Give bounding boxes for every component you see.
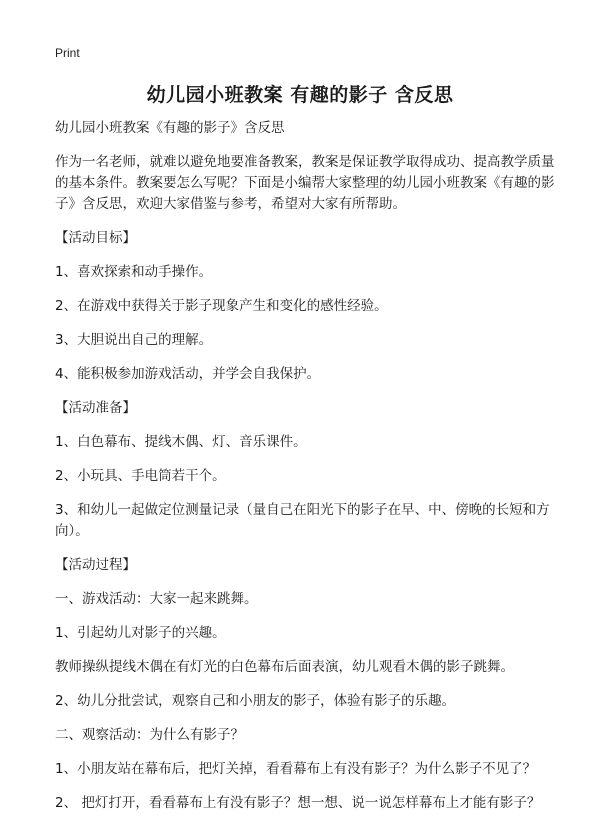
- process-paragraph: 教师操纵提线木偶在有灯光的白色幕布后面表演，幼儿观看木偶的影子跳舞。: [55, 659, 514, 675]
- process-item: 1、引起幼儿对影子的兴趣。: [55, 625, 226, 641]
- intro-paragraph: 作为一名老师，就难以避免地要准备教案，教案是保证教学取得成功、提高教学质量的基本条件。教案要怎么写呢？下面是小编帮大家整理的幼儿园小班教案《有趣的影子》含反思，欢迎大家借鉴与参考，希望对大家有所帮助。: [55, 154, 555, 212]
- section-heading-preparation: 【活动准备】: [55, 400, 136, 416]
- preparation-item: 2、小玩具、手电筒若干个。: [55, 468, 226, 484]
- process-item: 1、小朋友站在幕布后，把灯关掉，看看幕布上有没有影子？为什么影子不见了？: [55, 761, 537, 777]
- process-step-heading: 二、观察活动：为什么有影子？: [55, 727, 244, 743]
- article-body: [55, 118, 555, 827]
- process-item: 2、幼儿分批尝试，观察自己和小朋友的影子，体验有影子的乐趣。: [55, 693, 456, 709]
- subtitle-paragraph: 幼儿园小班教案《有趣的影子》含反思: [55, 120, 285, 136]
- section-heading-goals: 【活动目标】: [55, 230, 136, 246]
- print-link[interactable]: Print: [55, 46, 80, 60]
- goal-item: 4、能积极参加游戏活动，并学会自我保护。: [55, 366, 321, 382]
- preparation-item: 3、和幼儿一起做定位测量记录（量自己在阳光下的影子在早、中、傍晚的长短和方向）。: [55, 502, 550, 539]
- process-step-heading: 一、游戏活动：大家一起来跳舞。: [55, 591, 258, 607]
- goal-item: 2、在游戏中获得关于影子现象产生和变化的感性经验。: [55, 298, 388, 314]
- section-heading-process: 【活动过程】: [55, 557, 136, 573]
- page-title: 幼儿园小班教案 有趣的影子 含反思: [146, 84, 454, 106]
- goal-item: 3、大胆说出自己的理解。: [55, 332, 213, 348]
- preparation-item: 1、白色幕布、提线木偶、灯、音乐课件。: [55, 434, 307, 450]
- process-item: 2、 把灯打开，看看幕布上有没有影子？想一想、说一说怎样幕布上才能有影子？: [55, 795, 541, 811]
- goal-item: 1、喜欢探索和动手操作。: [55, 264, 213, 280]
